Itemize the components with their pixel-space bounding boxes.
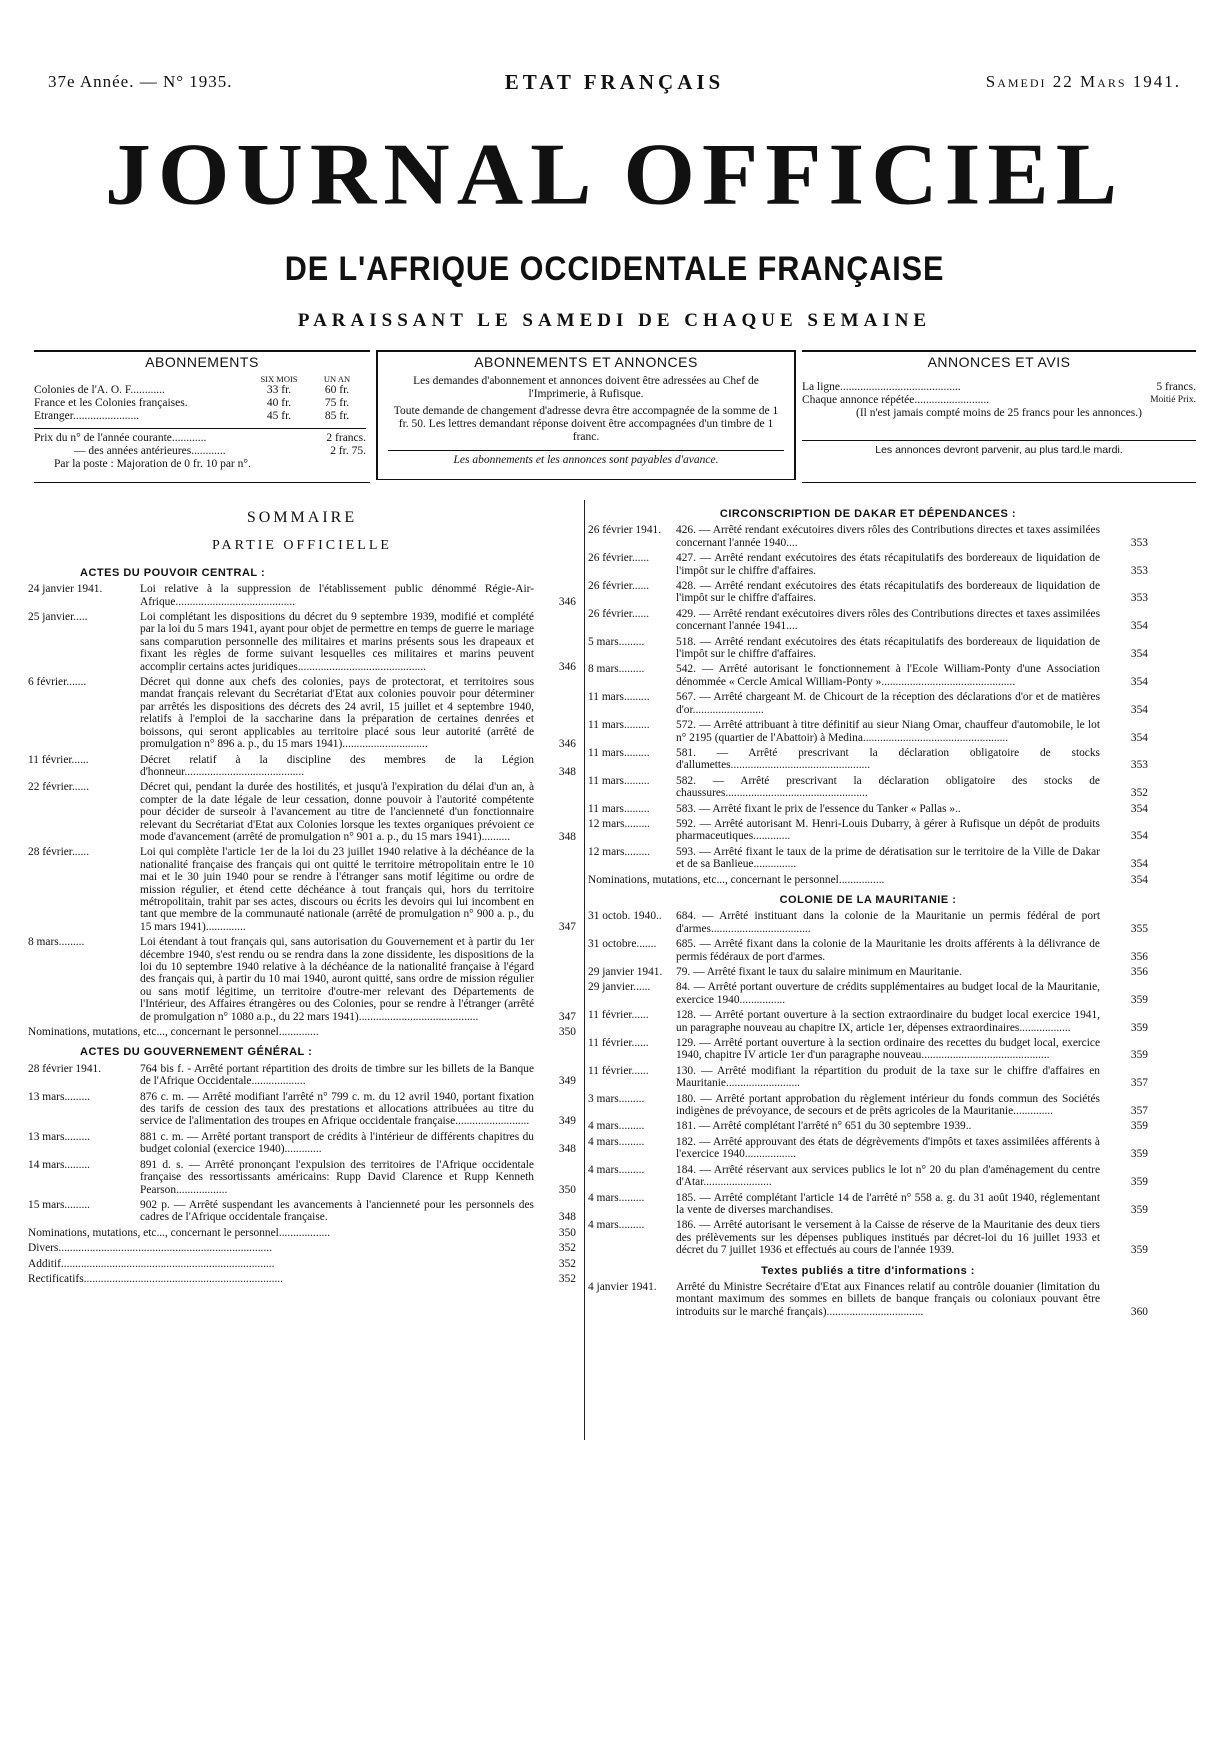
section-heading: ACTES DU POUVOIR CENTRAL : bbox=[80, 566, 266, 579]
entry-text: Loi complétant les dispositions du décret du 9 septembre 1939, modifié et complété par la loi du 5 mars 1941, ayant pour objet de permettre en temps de guerre le mariage sans comparution personnelle des militaires et marins présents sous les drapeaux et fixant les règles de forme suivant lesquelles ces militaires et marins peuvent accomplir certains actes juridiques............................................. bbox=[140, 611, 534, 673]
entry-text: Additif........................................................................... bbox=[28, 1257, 275, 1270]
entry-date: 4 mars......... bbox=[588, 1191, 645, 1204]
divider bbox=[34, 428, 366, 429]
entry-page: 353 bbox=[1130, 564, 1148, 577]
sommaire-entry bbox=[588, 874, 1148, 886]
col-un-an: UN AN bbox=[323, 374, 351, 384]
sommaire-entry bbox=[28, 1258, 576, 1270]
entry-text: Loi relative à la suppression de l'établissement public dénommé Régie-Air-Afrique.......................................... bbox=[140, 583, 534, 608]
entry-date: 26 février...... bbox=[588, 552, 650, 565]
ligne-value: 5 francs. bbox=[1156, 381, 1196, 393]
entry-text: 429. — Arrêté rendant exécutoires divers rôles des Contributions directes et taxes assimilées concernant l'année 1941.... bbox=[676, 607, 1100, 633]
annonces-avis-box bbox=[802, 350, 1196, 483]
sommaire-entry bbox=[28, 1227, 576, 1239]
entry-page: 346 bbox=[558, 660, 576, 673]
entry-page: 354 bbox=[1130, 703, 1148, 716]
sommaire-entry bbox=[588, 580, 1148, 605]
entry-date: 11 février...... bbox=[28, 753, 89, 766]
entry-text: 593. — Arrêté fixant le taux de la prime de dératisation sur le territoire de la Ville de Dakar et de sa Banlieue............... bbox=[676, 845, 1100, 871]
abonnement-row bbox=[34, 397, 366, 410]
sommaire-entry bbox=[588, 775, 1148, 800]
abonnement-row bbox=[34, 384, 366, 397]
price-six-mois: 45 fr. bbox=[266, 410, 292, 422]
entry-date: 11 mars......... bbox=[588, 802, 650, 815]
abonnements-heading: ABONNEMENTS bbox=[145, 354, 259, 370]
sommaire-entry bbox=[28, 781, 576, 843]
entry-text: 902 p. — Arrêté suspendant les avancements à l'ancienneté pour les personnels des cadres de l'Afrique occidentale française. bbox=[140, 1198, 534, 1224]
entry-text: Loi qui complète l'article 1er de la loi du 23 juillet 1940 relative à la déchéance de la nationalité française des français qui ont quitté le territoire métropolitain entre le 10 mai et le 30 juin 1940 pour se rendre à l'étranger sans motif légitime ou ordre de mission régulier, et étend cette déchéance à tout français qui, hors du territoire métropolitain, trahit par ses actes, discours ou écrits les devoirs qui lui incombent en tant que membre de la communauté nationale (arrêté de promulgation n° 900 a. p., du 15 mars 1941).............. bbox=[140, 846, 534, 933]
sommaire-entry bbox=[28, 1063, 576, 1088]
entry-page: 356 bbox=[1130, 966, 1148, 978]
sommaire-entry bbox=[588, 803, 1148, 815]
poste-note: Par la poste : Majoration de 0 fr. 10 par n°. bbox=[54, 458, 251, 470]
entry-text: 518. — Arrêté rendant exécutoires des états récapitulatifs des bordereaux de liquidation de l'impôt sur le chiffre d'affaires. bbox=[676, 635, 1100, 661]
entry-text: Loi étendant à tout français qui, sans autorisation du Gouvernement et à partir du 1er décembre 1940, s'est rendu ou se rendra dans la zone dissidente, les dispositions de la loi du 10 septembre 1940 relative à la déchéance de la nationalité française à l'égard des français qui, à partir du 10 mai 1940, auront quitté, sans ordre de mission régulier ou sans motif légitime, un territoire d'outre-mer relevant des Départements de l'Intérieur, des Affaires étrangères ou des Colonies, pour se rendre à l'étranger (arrêté de promulgation n° 1080 a.p., du 22 mars 1941).......................................... bbox=[140, 936, 534, 1023]
sommaire-entry bbox=[588, 846, 1148, 871]
entry-page: 352 bbox=[1130, 787, 1148, 800]
sommaire-entry bbox=[588, 1009, 1148, 1034]
prix-anterieur-label: — des années antérieures............ bbox=[74, 445, 226, 457]
entry-page: 350 bbox=[558, 1183, 576, 1196]
sommaire-entry bbox=[28, 1273, 576, 1285]
annonces-heading: ABONNEMENTS ET ANNONCES bbox=[474, 354, 698, 370]
avis-note: (Il n'est jamais compté moins de 25 francs pour les annonces.) bbox=[856, 407, 1142, 419]
entry-text: 184. — Arrêté réservant aux services publics le lot n° 20 du plan d'aménagement du centre d'Atar........................ bbox=[676, 1163, 1100, 1189]
sommaire-entry bbox=[28, 754, 576, 779]
entry-date: 14 mars......... bbox=[28, 1158, 91, 1171]
sommaire-entry bbox=[588, 966, 1148, 978]
entry-date: 26 février...... bbox=[588, 580, 650, 593]
price-six-mois: 33 fr. bbox=[266, 384, 292, 396]
entry-date: 12 mars......... bbox=[588, 817, 651, 830]
repetee-row bbox=[802, 394, 1196, 407]
sommaire-entry bbox=[588, 719, 1148, 744]
entry-date: 22 février...... bbox=[28, 781, 90, 794]
price-column-headers bbox=[34, 375, 366, 384]
entry-page: 354 bbox=[1130, 731, 1148, 744]
entry-text: Décret relatif à la discipline des membres de la Légion d'honneur.......................................... bbox=[140, 753, 534, 778]
abonnements-annonces-box bbox=[376, 350, 796, 480]
entry-page: 359 bbox=[1130, 1021, 1148, 1034]
sommaire-entry bbox=[28, 936, 576, 1023]
sommaire-entry bbox=[588, 1192, 1148, 1217]
sommaire-entry bbox=[588, 1136, 1148, 1161]
entry-text: Nominations, mutations, etc..., concernant le personnel.................. bbox=[28, 1226, 331, 1239]
abonnements-box bbox=[34, 350, 370, 483]
entry-page: 354 bbox=[1130, 858, 1148, 871]
sommaire-entry bbox=[588, 1065, 1148, 1090]
sommaire-entry bbox=[28, 1199, 576, 1224]
sommaire-right-column bbox=[588, 500, 1148, 1321]
sommaire-entry bbox=[28, 611, 576, 673]
entry-page: 353 bbox=[1130, 536, 1148, 549]
sommaire-entry bbox=[588, 747, 1148, 772]
entry-date: 15 mars......... bbox=[28, 1198, 91, 1211]
abonnement-row bbox=[34, 410, 366, 423]
entry-page: 346 bbox=[558, 738, 576, 751]
price-un-an: 85 fr. bbox=[324, 410, 350, 422]
sommaire-entry bbox=[588, 910, 1148, 935]
entry-text: Décret qui donne aux chefs des colonies, pays de protectorat, et territoires sous mandat français relevant du Secrétariat d'Etat aux colonies pouvoir pour déterminer par arrêtés les dispositions des décrets des 24 avril, 15 juillet et 4 septembre 1940, relatifs à l'emploi de la saccharine dans la préparation de certaines denrées et boissons, qui seront applicables au territoire placé sous leur autorité (arrêté de promulgation n° 896 a. p., du 15 mars 1941).............................. bbox=[140, 676, 534, 751]
entry-date: 31 octob. 1940.. bbox=[588, 910, 662, 923]
entry-text: 891 d. s. — Arrêté prononçant l'expulsion des territoires de l'Afrique occidentale française des ressortissants américains: Rupp David Clarence et Rupp Kenneth Pearson.................. bbox=[140, 1158, 534, 1196]
sommaire-entry bbox=[588, 1093, 1148, 1118]
entry-page: 359 bbox=[1130, 1148, 1148, 1161]
entry-text: 128. — Arrêté portant ouverture à la section extraordinaire du budget local exercice 1941, un paragraphe nouveau au chapitre IX, article 1er, dépenses extraordinaires.................. bbox=[676, 1009, 1100, 1034]
entry-date: 31 octobre....... bbox=[588, 938, 657, 951]
entry-page: 347 bbox=[558, 1010, 576, 1023]
annonces-p1: Les demandes d'abonnement et annonces doivent être adressées au Chef de l'Imprimerie, à Rufisque. bbox=[413, 375, 759, 400]
entry-date: 25 janvier..... bbox=[28, 611, 88, 624]
entry-text: 79. — Arrêté fixant le taux du salaire minimum en Mauritanie. bbox=[676, 966, 962, 978]
journal-subtitle: DE L'AFRIQUE OCCIDENTALE FRANÇAISE bbox=[284, 250, 945, 288]
entry-date: 12 mars......... bbox=[588, 845, 651, 858]
sommaire-entry bbox=[28, 676, 576, 750]
entry-page: 352 bbox=[558, 1257, 576, 1270]
entry-page: 353 bbox=[1130, 592, 1148, 605]
entry-date: 8 mars......... bbox=[28, 936, 85, 949]
section-heading: COLONIE DE LA MAURITANIE : bbox=[779, 893, 957, 906]
entry-text: 572. — Arrêté attribuant à titre définitif au sieur Niang Omar, chauffeur d'automobile, le lot n° 2195 (quartier de l'Abattoir) à Medina................................................... bbox=[676, 719, 1100, 744]
sommaire-entry bbox=[588, 1219, 1148, 1256]
entry-page: 359 bbox=[1130, 1244, 1148, 1257]
ligne-label: La ligne.......................................... bbox=[802, 381, 961, 393]
ligne-row bbox=[802, 381, 1196, 394]
entry-date: 11 février...... bbox=[588, 1064, 649, 1077]
entry-text: 185. — Arrêté complétant l'article 14 de l'arrêté n° 558 a. g. du 31 août 1940, réglementant la vente de diverses marchandises. bbox=[676, 1191, 1100, 1216]
entry-date: 28 février...... bbox=[28, 846, 90, 859]
entry-page: 360 bbox=[1130, 1305, 1148, 1318]
entry-text: 582. — Arrêté prescrivant la déclaration obligatoire des stocks de chaussures.................................................. bbox=[676, 774, 1100, 800]
entry-date: 13 mars......... bbox=[28, 1130, 91, 1143]
entry-date: 11 février...... bbox=[588, 1037, 649, 1050]
sommaire-entry bbox=[28, 1131, 576, 1156]
sommaire-entry bbox=[588, 818, 1148, 843]
prix-anterieur-row bbox=[34, 445, 366, 458]
entry-text: Rectificatifs...................................................................... bbox=[28, 1272, 283, 1285]
sommaire-title: SOMMAIRE bbox=[246, 509, 358, 526]
entry-text: Nominations, mutations, etc..., concernant le personnel................ bbox=[588, 873, 885, 886]
entry-page: 354 bbox=[1130, 620, 1148, 633]
entry-page: 350 bbox=[558, 1226, 576, 1239]
prix-anterieur-value: 2 fr. 75. bbox=[330, 445, 366, 457]
entry-text: 182. — Arrêté approuvant des états de dégrèvements d'impôts et taxes assimilées afférents à l'exercice 1940.................. bbox=[676, 1135, 1100, 1161]
entry-text: 685. — Arrêté fixant dans la colonie de la Mauritanie les droits afférents à la délivrance de permis fédéraux de port d'armes. bbox=[676, 938, 1100, 963]
entry-date: 4 mars......... bbox=[588, 1163, 645, 1176]
entry-page: 352 bbox=[558, 1242, 576, 1255]
entry-page: 359 bbox=[1130, 1203, 1148, 1216]
entry-text: 684. — Arrêté instituant dans la colonie de la Mauritanie un permis fédéral de port d'armes................................... bbox=[676, 910, 1100, 935]
entry-page: 349 bbox=[558, 1075, 576, 1088]
abonnement-zone: Colonies de l'A. O. F............ bbox=[34, 384, 165, 396]
entry-date: 6 février....... bbox=[28, 676, 87, 689]
entry-page: 346 bbox=[558, 595, 576, 608]
entry-page: 349 bbox=[558, 1115, 576, 1128]
entry-text: 881 c. m. — Arrêté portant transport de crédits à l'intérieur de différents chapitres du budget colonial (exercice 1940)............. bbox=[140, 1130, 534, 1156]
entry-page: 348 bbox=[558, 830, 576, 843]
entry-text: Décret qui, pendant la durée des hostilités, et jusqu'à l'expiration du délai d'un an, à compter de la date légale de leur cessation, donne pouvoir à l'autorité compétente pour décider de surseoir à l'avancement au titre de l'ancienneté d'un fonctionnaire relevant du Secrétariat d'Etat aux Colonies lorsque les textes organiques prévoient ce mode d'avancement (arrêté de promulgation n° 901 a. p., du 15 mars 1941).......... bbox=[140, 781, 534, 843]
entry-date: 29 janvier...... bbox=[588, 981, 651, 994]
entry-date: 3 mars......... bbox=[588, 1092, 645, 1105]
entry-text: 542. — Arrêté autorisant le fonctionnement à l'Ecole William-Ponty d'une Association dénommée « Cercle Amical William-Ponty »............................................... bbox=[676, 663, 1100, 688]
sommaire-entry bbox=[588, 1164, 1148, 1189]
entry-text: 428. — Arrêté rendant exécutoires des états récapitulatifs des bordereaux de liquidation de l'impôt sur le chiffre d'affaires. bbox=[676, 580, 1100, 605]
entry-page: 352 bbox=[558, 1272, 576, 1285]
price-un-an: 60 fr. bbox=[324, 384, 350, 396]
entry-text: 876 c. m. — Arrêté modifiant l'arrêté n° 799 c. m. du 12 avril 1940, portant fixation des tarifs de cession des taux des prestations et allocations attribuées au titre du service de l'alimentation des troupes en Afrique occidentale française.......................... bbox=[140, 1090, 534, 1128]
entry-text: 764 bis f. - Arrêté portant répartition des droits de timbre sur les billets de la Banque de l'Afrique Occidentale................... bbox=[140, 1062, 534, 1088]
entry-date: 24 janvier 1941. bbox=[28, 583, 103, 596]
entry-date: 26 février...... bbox=[588, 607, 650, 620]
sommaire-entry bbox=[28, 1159, 576, 1196]
journal-title: JOURNAL OFFICIEL bbox=[104, 125, 1125, 223]
entry-text: Nominations, mutations, etc..., concernant le personnel.............. bbox=[28, 1026, 319, 1039]
sommaire-entry bbox=[28, 583, 576, 608]
right-sections bbox=[588, 508, 1148, 1318]
entry-date: 5 mars......... bbox=[588, 635, 645, 648]
price-un-an: 75 fr. bbox=[324, 397, 350, 409]
entry-text: 581. — Arrêté prescrivant la déclaration obligatoire de stocks d'allumettes................................................. bbox=[676, 746, 1100, 772]
sommaire-entry bbox=[588, 691, 1148, 716]
column-divider bbox=[584, 500, 585, 1440]
repetee-label: Chaque annonce répétée.......................... bbox=[802, 394, 990, 406]
prix-courant-value: 2 francs. bbox=[326, 432, 366, 444]
left-sections bbox=[28, 567, 576, 1286]
sommaire-entry bbox=[28, 1091, 576, 1128]
entry-date: 11 mars......... bbox=[588, 774, 650, 787]
entry-page: 354 bbox=[1130, 802, 1148, 815]
entry-page: 353 bbox=[1130, 759, 1148, 772]
entry-text: 427. — Arrêté rendant exécutoires des états récapitulatifs des bordereaux de liquidation de l'impôt sur le chiffre d'affaires. bbox=[676, 552, 1100, 577]
entry-page: 348 bbox=[558, 1211, 576, 1224]
section-heading: ACTES DU GOUVERNEMENT GÉNÉRAL : bbox=[80, 1046, 313, 1059]
sommaire-entry bbox=[588, 1120, 1148, 1132]
entry-page: 357 bbox=[1130, 1105, 1148, 1118]
entry-text: 180. — Arrêté portant approbation du règlement intérieur du fonds commun des Sociétés indigènes de prévoyance, de secours et de prêts agricoles de la Mauritanie.............. bbox=[676, 1092, 1100, 1118]
entry-page: 359 bbox=[1130, 993, 1148, 1006]
entry-page: 354 bbox=[1130, 675, 1148, 688]
state-name: ETAT FRANÇAIS bbox=[504, 70, 725, 94]
sommaire-entry bbox=[588, 1037, 1148, 1062]
entry-date: 4 janvier 1941. bbox=[588, 1280, 657, 1293]
entry-date: 11 mars......... bbox=[588, 719, 650, 732]
annonces-foot: Les abonnements et les annonces sont payables d'avance. bbox=[388, 450, 784, 467]
prix-courant-row bbox=[34, 432, 366, 445]
masthead-top-line bbox=[48, 70, 1181, 96]
abonnement-zone: Etranger....................... bbox=[34, 410, 140, 422]
partie-officielle: PARTIE OFFICIELLE bbox=[212, 538, 392, 554]
entry-date: 11 mars......... bbox=[588, 746, 650, 759]
sommaire-entry bbox=[28, 846, 576, 933]
entry-date: 26 février 1941. bbox=[588, 524, 662, 537]
abonnement-rows bbox=[34, 384, 366, 423]
entry-page: 354 bbox=[1130, 873, 1148, 886]
repetee-value: Moitié Prix. bbox=[1150, 395, 1196, 405]
entry-page: 350 bbox=[558, 1026, 576, 1039]
entry-page: 348 bbox=[558, 765, 576, 778]
avis-heading: ANNONCES ET AVIS bbox=[927, 354, 1071, 370]
sommaire-entry bbox=[28, 1242, 576, 1254]
entry-page: 359 bbox=[1130, 1176, 1148, 1189]
entry-text: Divers........................................................................... bbox=[28, 1242, 272, 1255]
section-heading: CIRCONSCRIPTION DE DAKAR ET DÉPENDANCES : bbox=[719, 508, 1017, 520]
entry-text: 583. — Arrêté fixant le prix de l'essence du Tanker « Pallas ».. bbox=[676, 802, 961, 815]
issue-number: 37e Année. — N° 1935. bbox=[48, 72, 233, 91]
entry-text: 426. — Arrêté rendant exécutoires divers rôles des Contributions directes et taxes assimilées concernant l'année 1940.... bbox=[676, 524, 1100, 549]
annonces-p2: Toute demande de changement d'adresse devra être accompagnée de la somme de 1 fr. 50. Les lettres demandant réponse doivent être accompagnées d'un timbre de 1 franc. bbox=[393, 405, 779, 443]
entry-page: 359 bbox=[1130, 1120, 1148, 1133]
entry-date: 29 janvier 1941. bbox=[588, 966, 663, 978]
entry-page: 348 bbox=[558, 1143, 576, 1156]
entry-text: 186. — Arrêté autorisant le versement à la Caisse de réserve de la Mauritanie des deux tiers des prélèvements sur les dépenses publiques institués par décret-loi du 16 juillet 1933 et décret du 7 juillet 1936 et effectués au cours de l'année 1939. bbox=[676, 1219, 1100, 1257]
publication-tagline: PARAISSANT LE SAMEDI DE CHAQUE SEMAINE bbox=[297, 310, 932, 331]
entry-text: Arrêté du Ministre Secrétaire d'Etat aux Finances relatif au contrôle douanier (limitation du montant maximum des sommes en billets de banque français ou coloniaux pouvant être introduits sur le marché français).................................. bbox=[676, 1280, 1100, 1318]
entry-page: 356 bbox=[1130, 950, 1148, 963]
entry-page: 355 bbox=[1130, 922, 1148, 935]
issue-date: Samedi 22 Mars 1941. bbox=[985, 72, 1181, 91]
sommaire-entry bbox=[588, 938, 1148, 963]
entry-page: 357 bbox=[1130, 1077, 1148, 1090]
avis-foot: Les annonces devront parvenir, au plus tard.le mardi. bbox=[802, 440, 1196, 457]
entry-text: 130. — Arrêté modifiant la répartition du produit de la taxe sur le chiffre d'affaires en Mauritanie.......................... bbox=[676, 1064, 1100, 1090]
entry-text: 84. — Arrêté portant ouverture de crédits supplémentaires au budget local de la Mauritanie, exercice 1940................ bbox=[676, 981, 1100, 1006]
col-six-mois: SIX MOIS bbox=[260, 374, 298, 384]
entry-text: 129. — Arrêté portant ouverture à la section ordinaire des recettes du budget local, exercice 1940, chapitre IV article 1er d'un paragraphe nouveau............................................. bbox=[676, 1037, 1100, 1062]
sommaire-entry bbox=[588, 552, 1148, 577]
entry-date: 28 février 1941. bbox=[28, 1062, 102, 1075]
entry-page: 359 bbox=[1130, 1049, 1148, 1062]
entry-date: 8 mars......... bbox=[588, 663, 645, 676]
entry-date: 13 mars......... bbox=[28, 1090, 91, 1103]
entry-text: 567. — Arrêté chargeant M. de Chicourt de la réception des déclarations d'or et de matières d'or......................... bbox=[676, 691, 1100, 716]
entry-date: 11 mars......... bbox=[588, 691, 650, 704]
entry-page: 347 bbox=[558, 920, 576, 933]
entry-date: 4 mars......... bbox=[588, 1135, 645, 1148]
prix-courant-label: Prix du n° de l'année courante............ bbox=[34, 432, 207, 444]
entry-text: 181. — Arrêté complétant l'arrêté n° 651 du 30 septembre 1939.. bbox=[676, 1120, 972, 1133]
sommaire-entry bbox=[588, 981, 1148, 1006]
sommaire-entry bbox=[28, 1026, 576, 1038]
sommaire-entry bbox=[588, 608, 1148, 633]
sommaire-entry bbox=[588, 524, 1148, 549]
sommaire-entry bbox=[588, 636, 1148, 661]
abonnement-zone: France et les Colonies françaises. bbox=[34, 397, 188, 409]
entry-date: 4 mars......... bbox=[588, 1120, 645, 1133]
entry-page: 354 bbox=[1130, 648, 1148, 661]
sommaire-entry bbox=[588, 663, 1148, 688]
entry-date: 4 mars......... bbox=[588, 1219, 645, 1232]
sommaire-entry bbox=[588, 1281, 1148, 1318]
price-six-mois: 40 fr. bbox=[266, 397, 292, 409]
entry-date: 11 février...... bbox=[588, 1009, 649, 1022]
entry-text: 592. — Arrêté autorisant M. Henri-Louis Dubarry, à gérer à Rufisque un dépôt de produits pharmaceutiques............. bbox=[676, 817, 1100, 843]
entry-page: 354 bbox=[1130, 830, 1148, 843]
section-heading: Textes publiés a titre d'informations : bbox=[761, 1264, 975, 1277]
sommaire-left-column bbox=[28, 500, 576, 1288]
